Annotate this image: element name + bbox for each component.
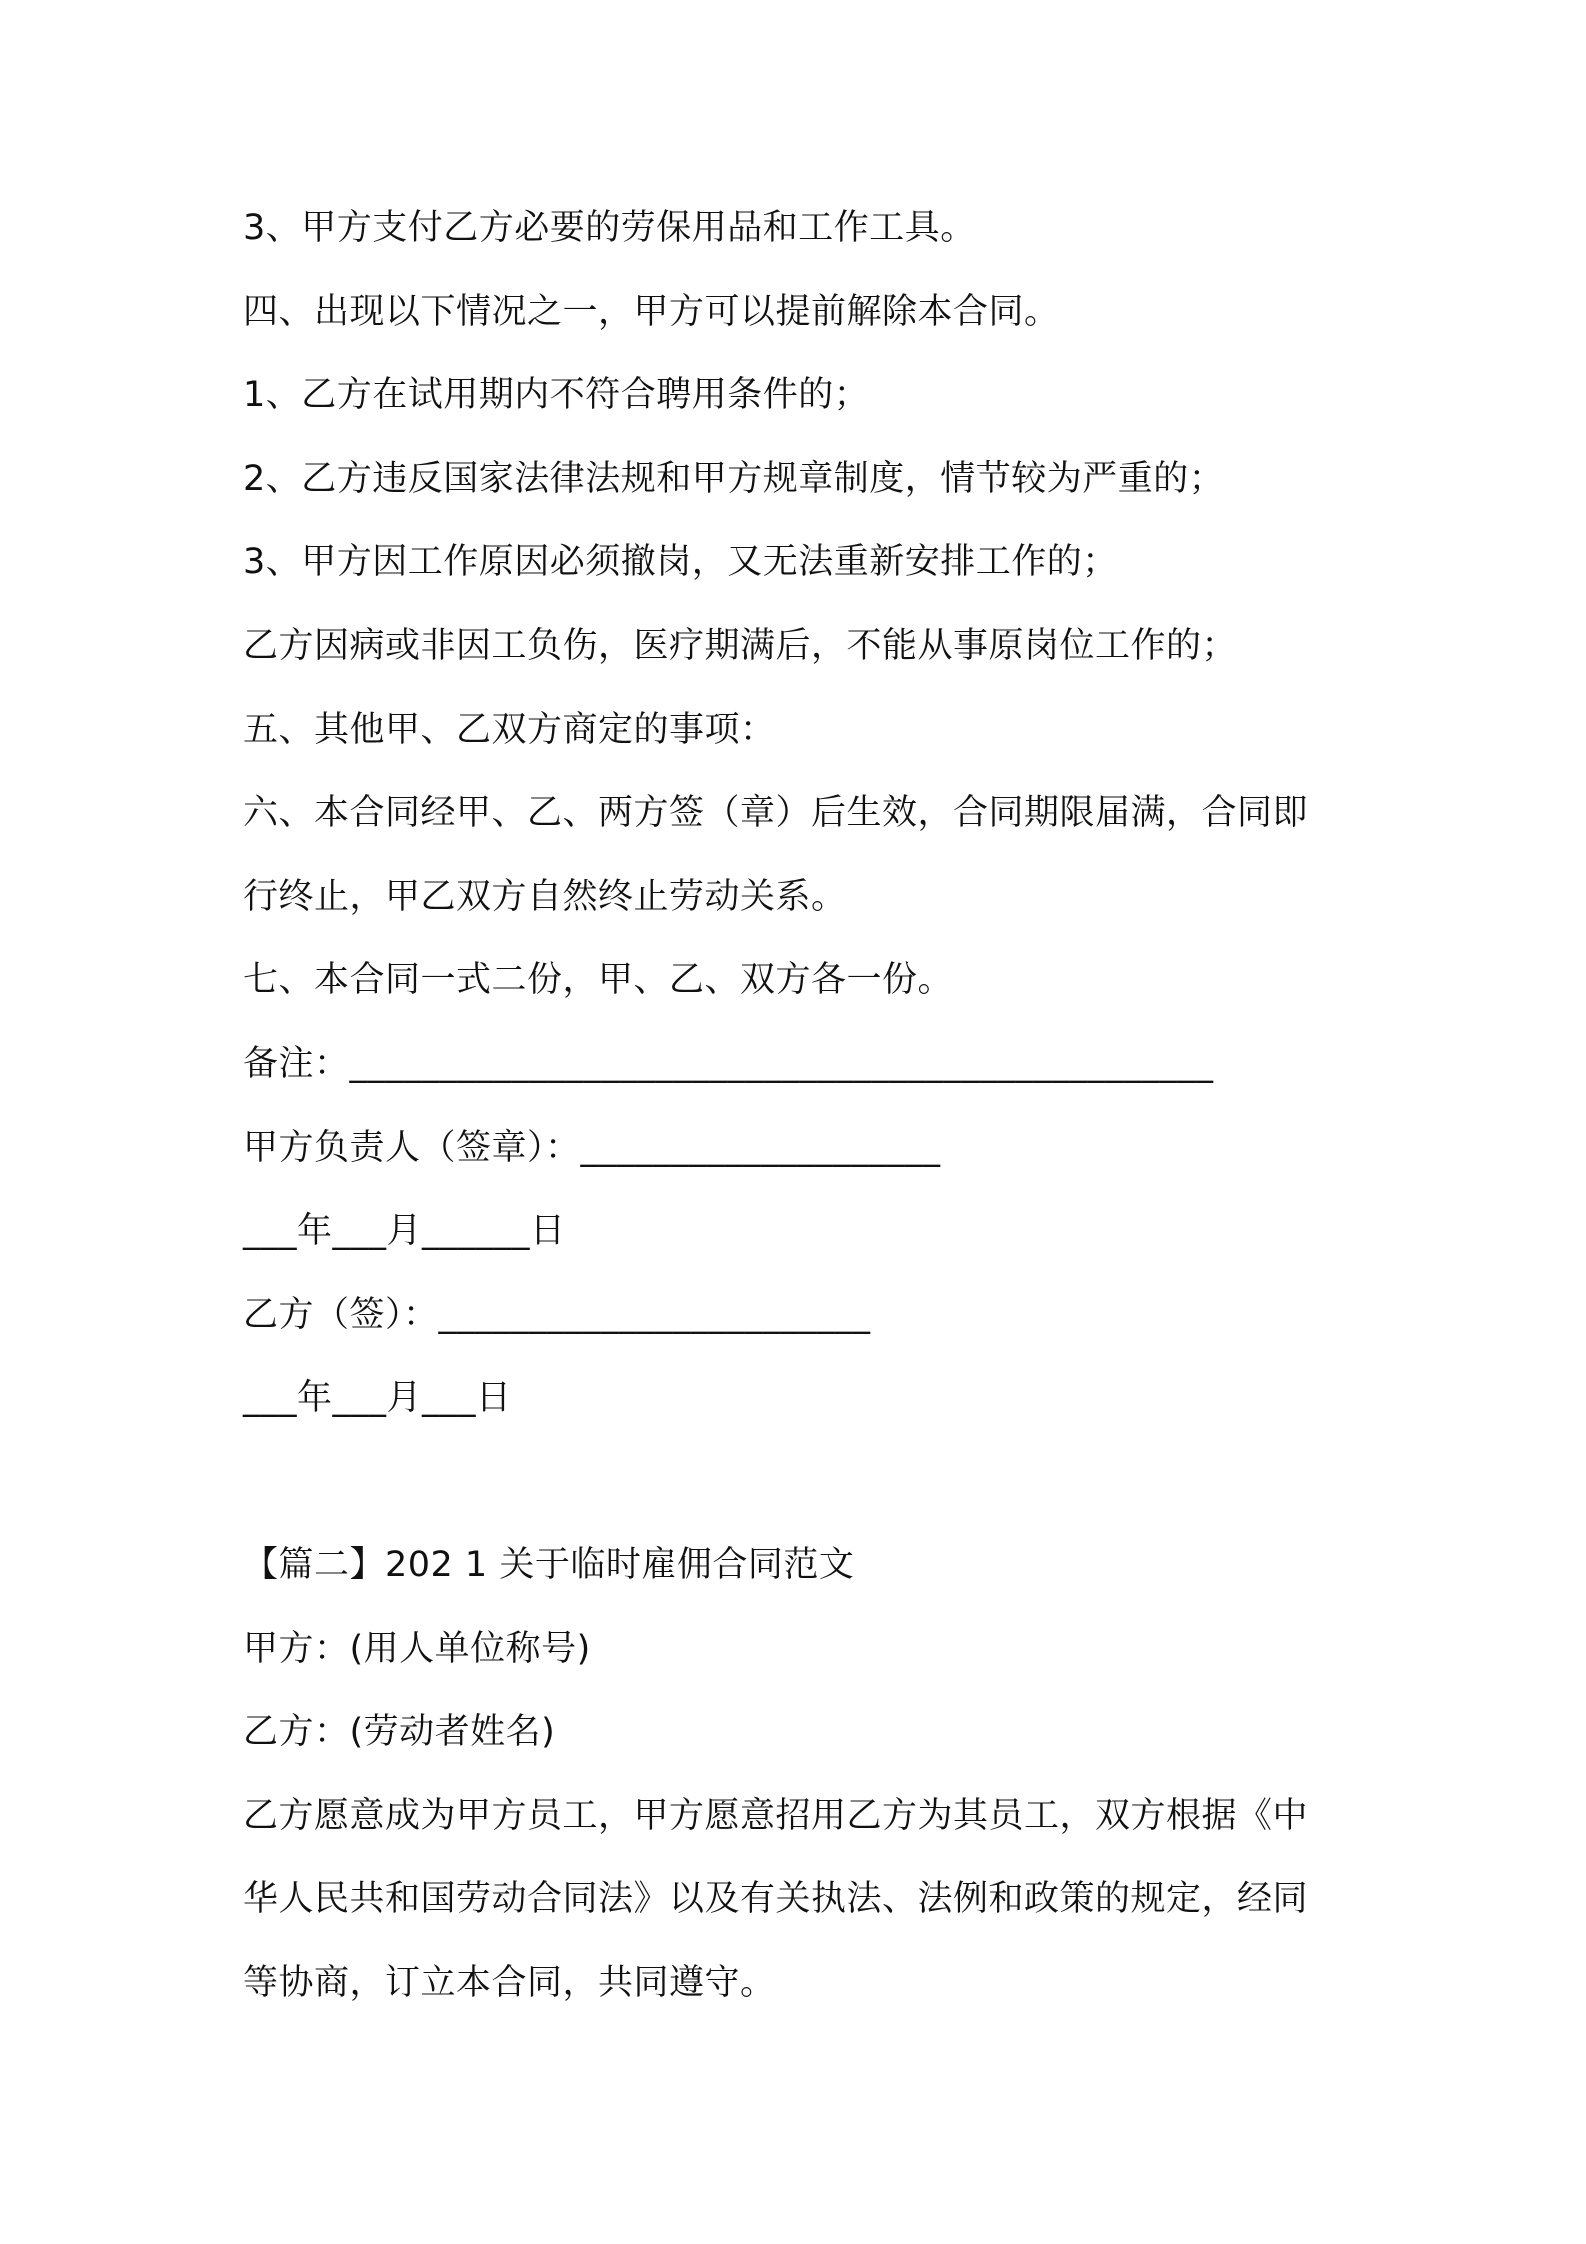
party-b-signature-field: 乙方（签）：________________________ (243, 1295, 871, 1335)
clause-illness: 乙方因病或非因工负伤，医疗期满后，不能从事原岗位工作的； (243, 626, 1238, 666)
clause-3-tools: 3、甲方支付乙方必要的劳保用品和工作工具。 (243, 208, 976, 248)
part-two-title: 【篇二】202 1 关于临时雇佣合同范文 (243, 1545, 855, 1585)
section-6-line-2: 行终止，甲乙双方自然终止劳动关系。 (243, 877, 847, 917)
clause-2-violation: 2、乙方违反国家法律法规和甲方规章制度，情节较为严重的； (243, 459, 1225, 499)
party-a-name: 甲方：(用人单位称号) (243, 1629, 591, 1669)
party-a-signature-field: 甲方负责人（签章）：____________________ (243, 1128, 941, 1168)
intro-line-2: 华人民共和国劳动合同法》以及有关执法、法例和政策的规定，经同 (243, 1879, 1309, 1919)
section-4-heading: 四、出现以下情况之一，甲方可以提前解除本合同。 (243, 292, 1060, 332)
section-5-heading: 五、其他甲、乙双方商定的事项： (243, 710, 776, 750)
section-6-line-1: 六、本合同经甲、乙、两方签（章）后生效，合同期限届满，合同即 (243, 793, 1309, 833)
clause-1-probation: 1、乙方在试用期内不符合聘用条件的； (243, 375, 870, 415)
party-b-date-field: ___年___月___日 (243, 1378, 512, 1418)
remarks-field: 备注：________________________________________________ (243, 1044, 1214, 1084)
party-a-date-field: ___年___月______日 (243, 1211, 566, 1251)
intro-line-1: 乙方愿意成为甲方员工，甲方愿意招用乙方为其员工，双方根据《中 (243, 1796, 1309, 1836)
intro-line-3: 等协商，订立本合同，共同遵守。 (243, 1963, 776, 2003)
section-7-heading: 七、本合同一式二份，甲、乙、双方各一份。 (243, 960, 954, 1000)
clause-3-position: 3、甲方因工作原因必须撤岗，又无法重新安排工作的； (243, 542, 1118, 582)
party-b-name: 乙方：(劳动者姓名) (243, 1712, 556, 1752)
